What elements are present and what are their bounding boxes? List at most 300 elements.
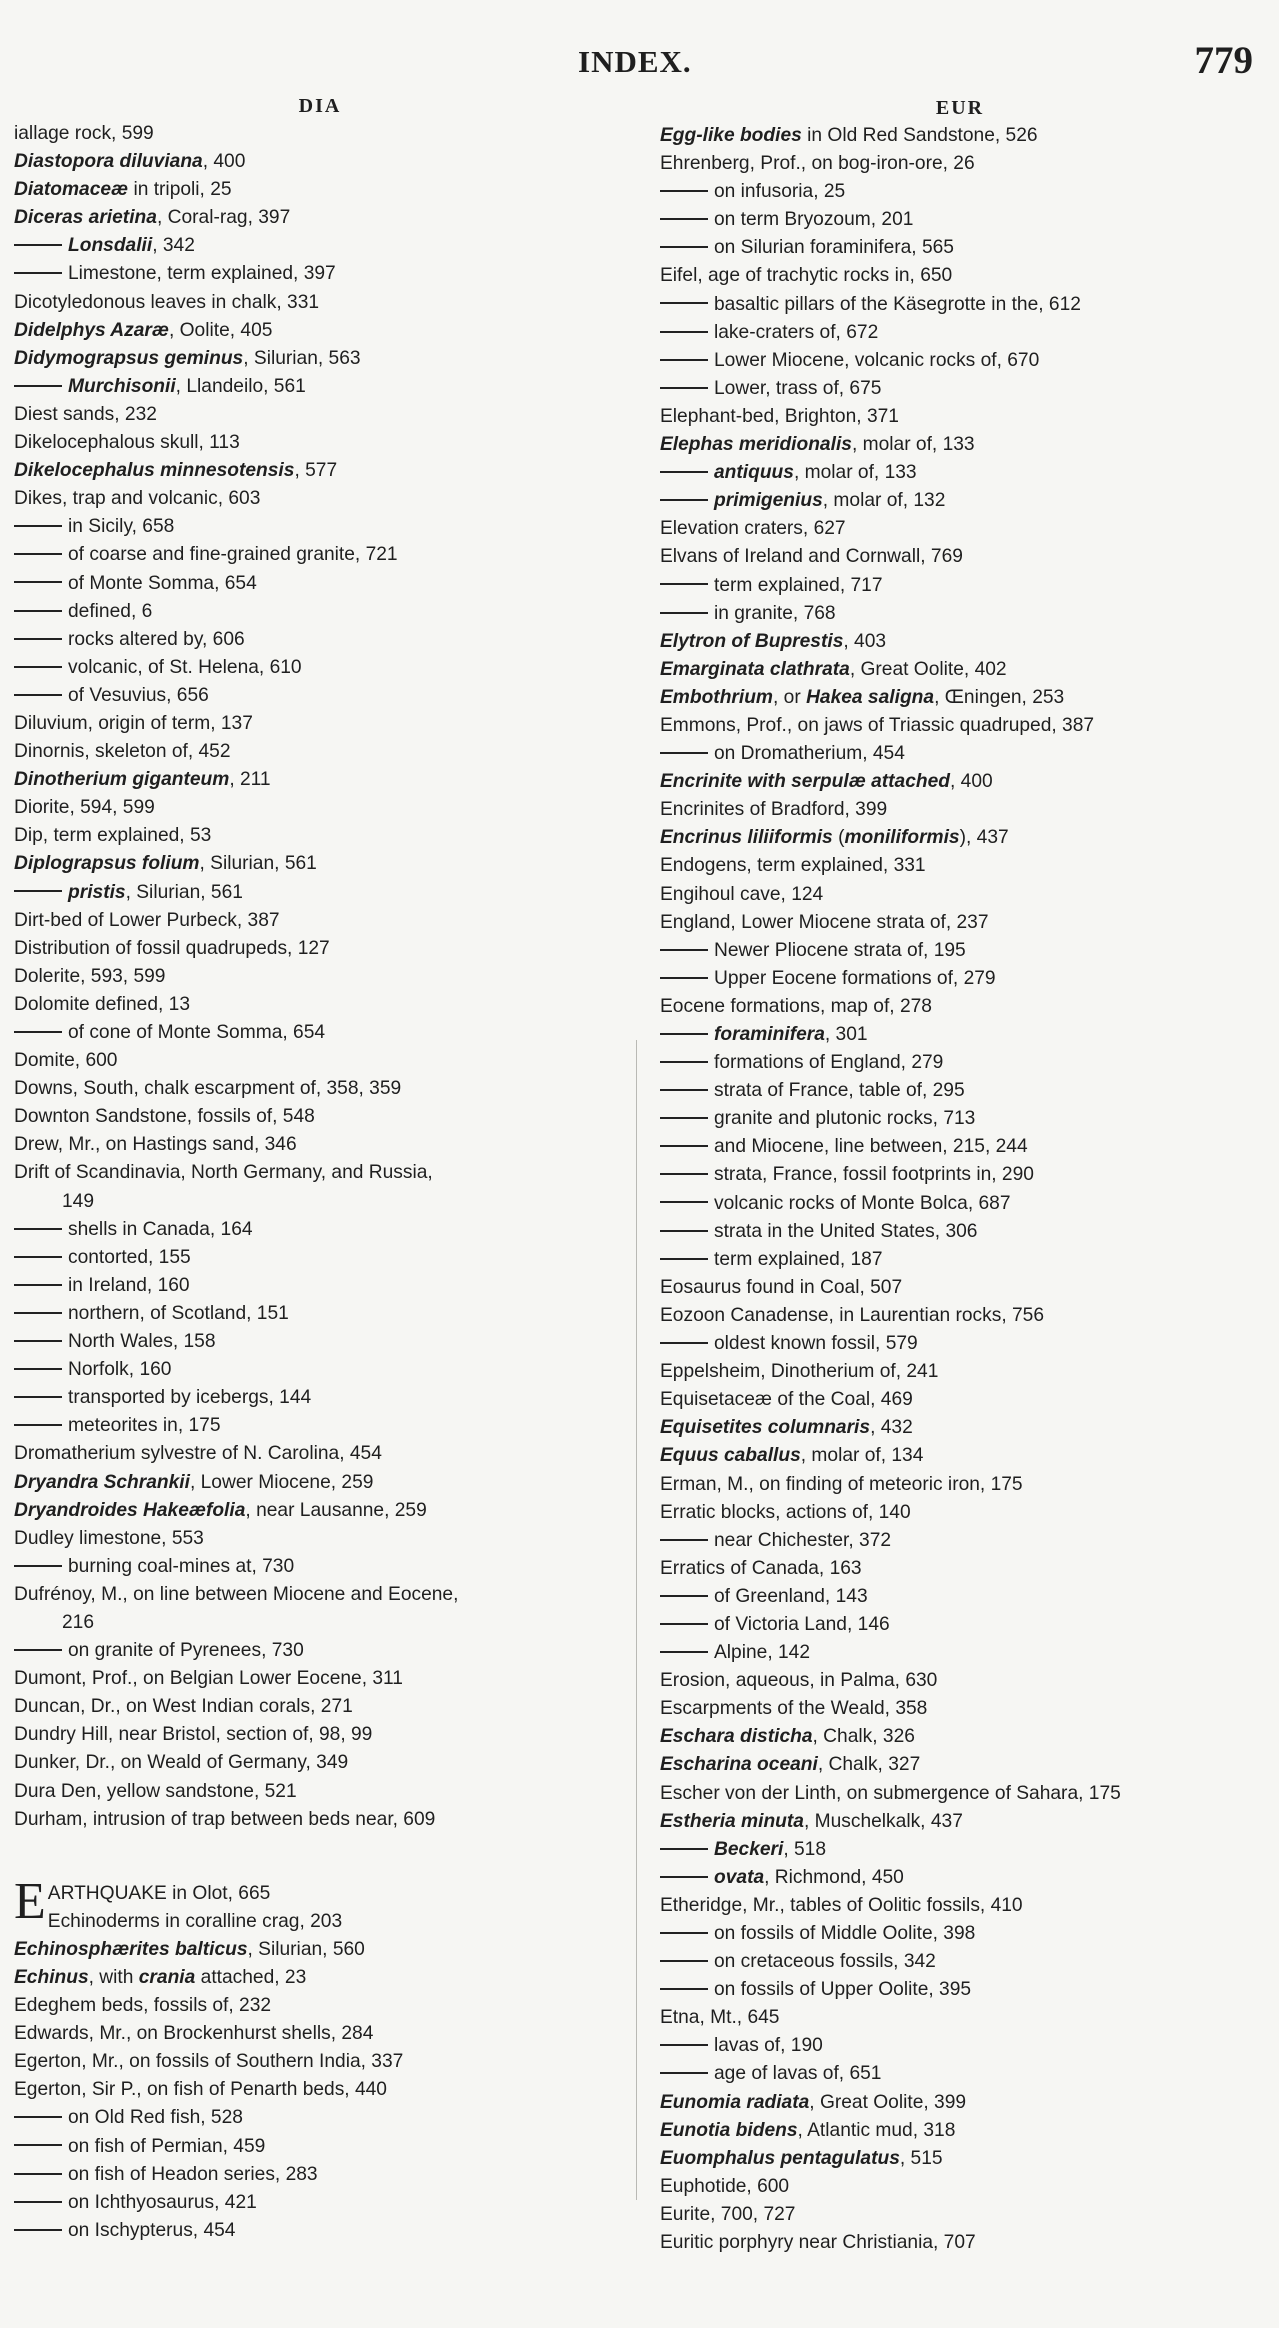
entry-text: term explained, 717 <box>714 574 883 596</box>
entry-text: Dromatherium sylvestre of N. Carolina, 454 <box>14 1443 382 1465</box>
index-subentry <box>14 2161 626 2189</box>
ditto-dash <box>14 1368 62 1370</box>
ditto-dash <box>14 1228 62 1230</box>
entry-text: term explained, 187 <box>714 1248 883 1270</box>
ditto-dash <box>14 1565 62 1567</box>
entry-text: , 515 <box>899 2147 943 2169</box>
entry-text: , Silurian, 563 <box>243 347 361 369</box>
page-number: 779 <box>1194 39 1253 82</box>
index-entry <box>660 852 1260 880</box>
entry-text: lake-craters of, 672 <box>714 321 879 343</box>
ditto-dash <box>660 1651 708 1653</box>
ditto-dash <box>14 1031 62 1033</box>
entry-term: Emarginata clathrata <box>660 658 850 680</box>
index-entry <box>660 2117 1260 2145</box>
ditto-dash <box>660 1342 708 1344</box>
entry-text: of Monte Somma, 654 <box>68 572 257 594</box>
entry-text: Etna, Mt., 645 <box>660 2007 780 2029</box>
ditto-dash <box>660 949 708 951</box>
entry-text: Erratic blocks, actions of, 140 <box>660 1501 911 1523</box>
index-entry <box>660 515 1260 543</box>
index-subentry <box>14 1412 626 1440</box>
entry-text: , Llandeilo, 561 <box>175 375 306 397</box>
section-e-start <box>14 1872 626 1936</box>
index-entry <box>14 457 626 485</box>
index-subentry <box>660 1639 1260 1667</box>
ditto-dash <box>14 385 62 387</box>
page-header <box>0 34 1279 94</box>
entry-text: , Chalk, 327 <box>817 1754 921 1776</box>
ditto-dash <box>660 471 708 473</box>
ditto-dash <box>660 583 708 585</box>
entry-term: Egg-like bodies <box>660 125 802 146</box>
entry-text: Dicotyledonous leaves in chalk, 331 <box>14 291 320 313</box>
drop-cap-letter: E <box>14 1872 46 1930</box>
ditto-dash <box>660 1033 708 1035</box>
index-subentry <box>660 1190 1260 1218</box>
index-subentry <box>660 1611 1260 1639</box>
entry-term: Equisetites columnaris <box>660 1417 871 1439</box>
ditto-dash <box>660 499 708 501</box>
entry-text: Upper Eocene formations of, 279 <box>714 967 996 989</box>
index-entry <box>14 176 626 204</box>
entry-term: Elephas meridionalis <box>660 434 852 456</box>
entry-text: Escher von der Linth, on submergence of Sahara, 175 <box>660 1782 1121 1804</box>
entry-text: on fish of Permian, 459 <box>68 2135 266 2157</box>
index-subentry <box>14 513 626 541</box>
entry-text: , Oolite, 405 <box>168 319 273 341</box>
entry-text: Eurite, 700, 727 <box>660 2203 796 2225</box>
entry-text: , with <box>88 1967 139 1988</box>
index-entry <box>660 1751 1260 1779</box>
index-subentry <box>660 1133 1260 1161</box>
entry-term: Equus caballus <box>660 1445 801 1467</box>
entry-text: Distribution of fossil quadrupeds, 127 <box>14 937 330 959</box>
entry-term: Dikelocephalus minnesotensis <box>14 460 295 482</box>
entry-text: Escarpments of the Weald, 358 <box>660 1698 928 1720</box>
entry-text: Edwards, Mr., on Brockenhurst shells, 284 <box>14 2023 374 2045</box>
entry-term: Estheria minuta <box>660 1810 804 1832</box>
index-subentry <box>660 319 1260 347</box>
right-column-heading: EUR <box>935 97 985 119</box>
entry-text: northern, of Scotland, 151 <box>68 1302 289 1324</box>
left-entries <box>14 120 626 1834</box>
index-entry <box>14 1103 626 1131</box>
index-subentry <box>660 965 1260 993</box>
entry-text: meteorites in, 175 <box>68 1415 221 1437</box>
index-entry <box>14 1497 626 1525</box>
entry-text: Edeghem beds, fossils of, 232 <box>14 1995 272 2017</box>
ditto-dash <box>660 1539 708 1541</box>
index-entry <box>14 1075 626 1103</box>
left-column <box>14 92 626 2245</box>
index-subentry <box>14 626 626 654</box>
entry-text: , 432 <box>870 1417 913 1439</box>
entry-term: Dryandra Schrankii <box>14 1471 190 1493</box>
ditto-dash <box>660 1230 708 1232</box>
ditto-dash <box>660 387 708 389</box>
ditto-dash <box>14 1312 62 1314</box>
index-subentry <box>14 598 626 626</box>
entry-text: in Ireland, 160 <box>68 1274 190 1296</box>
index-subentry <box>660 1161 1260 1189</box>
entry-text: of Vesuvius, 656 <box>68 684 209 706</box>
entry-text: , Coral-rag, 397 <box>156 207 291 229</box>
index-entry <box>14 1964 626 1992</box>
entry-term: crania <box>138 1967 196 1988</box>
entry-text: Dikes, trap and volcanic, 603 <box>14 488 261 510</box>
ditto-dash <box>660 2072 708 2074</box>
index-entry <box>14 1047 626 1075</box>
entry-term: Echinus <box>14 1967 89 1988</box>
ditto-dash <box>14 1396 62 1398</box>
entry-text: on Dromatherium, 454 <box>714 743 905 765</box>
entry-text: Diluvium, origin of term, 137 <box>14 712 253 734</box>
index-entry <box>14 317 626 345</box>
entry-text: , 301 <box>824 1024 868 1045</box>
entry-text: , Silurian, 561 <box>199 853 317 875</box>
entry-text: on cretaceous fossils, 342 <box>714 1951 936 1973</box>
index-entry <box>14 401 626 429</box>
entry-text: Domite, 600 <box>14 1050 118 1072</box>
index-entry <box>660 2173 1260 2201</box>
entry-text: in tripoli, 25 <box>128 179 232 201</box>
entry-text: Engihoul cave, 124 <box>660 883 824 905</box>
index-entry <box>14 822 626 850</box>
index-entry <box>660 1274 1260 1302</box>
right-entries <box>660 122 1260 2257</box>
entry-term: Eschara disticha <box>660 1726 813 1748</box>
ditto-dash <box>14 272 62 274</box>
entry-term: Beckeri <box>714 1838 784 1860</box>
entry-text: Euritic porphyry near Christiania, 707 <box>660 2232 976 2254</box>
entry-term: Embothrium <box>660 686 773 708</box>
entry-text: of coarse and fine-grained granite, 721 <box>68 544 398 566</box>
entry-text: Eozoon Canadense, in Laurentian rocks, 756 <box>660 1304 1045 1326</box>
entry-text: , 211 <box>229 769 271 791</box>
index-subentry <box>14 879 626 907</box>
index-entry <box>14 289 626 317</box>
index-entry <box>660 1442 1260 1470</box>
index-subentry <box>660 1583 1260 1611</box>
entry-text: lavas of, 190 <box>714 2035 823 2057</box>
index-entry <box>14 850 626 878</box>
entry-text: contorted, 155 <box>68 1246 191 1268</box>
entry-text: attached, 23 <box>195 1967 307 1988</box>
index-subentry <box>660 2032 1260 2060</box>
entry-text: North Wales, 158 <box>68 1331 216 1353</box>
ditto-dash <box>14 1340 62 1342</box>
index-subentry <box>660 206 1260 234</box>
ditto-dash <box>14 666 62 668</box>
index-entry <box>660 824 1260 852</box>
entry-text: , or <box>773 686 807 708</box>
entry-text: age of lavas of, 651 <box>714 2063 882 2085</box>
entry-text: formations of England, 279 <box>714 1052 944 1074</box>
ditto-dash <box>14 244 62 246</box>
index-subentry <box>14 1300 626 1328</box>
index-subentry <box>660 1948 1260 1976</box>
entry-term: Encrinus liliiformis <box>660 827 833 849</box>
index-subentry <box>14 541 626 569</box>
index-entry <box>660 431 1260 459</box>
entry-text: of Greenland, 143 <box>714 1585 868 1607</box>
index-subentry <box>660 1976 1260 2004</box>
index-entry <box>14 1721 626 1749</box>
index-entry <box>660 262 1260 290</box>
index-subentry <box>14 570 626 598</box>
index-subentry <box>660 2060 1260 2088</box>
index-entry <box>14 1665 626 1693</box>
index-entry <box>660 150 1260 178</box>
entry-text: ARTHQUAKE in Olot, 665 <box>47 1882 271 1904</box>
entry-text: , near Lausanne, 259 <box>245 1499 427 1521</box>
index-entry <box>14 794 626 822</box>
ditto-dash <box>660 2044 708 2046</box>
index-entry <box>14 1936 626 1964</box>
entry-text: on fish of Headon series, 283 <box>68 2163 318 2185</box>
index-entry <box>660 2089 1260 2117</box>
index-entry <box>14 429 626 457</box>
entry-text: strata in the United States, 306 <box>714 1220 978 1242</box>
index-subentry <box>14 2217 626 2245</box>
entry-text: Lower, trass of, 675 <box>714 377 882 399</box>
entry-term: Euomphalus pentagulatus <box>660 2147 900 2169</box>
entry-text: defined, 6 <box>68 600 153 622</box>
entry-text: Dip, term explained, 53 <box>14 825 212 847</box>
entry-text: Etheridge, Mr., tables of Oolitic fossils, 410 <box>660 1894 1023 1916</box>
entry-term: Diastopora diluviana <box>14 151 203 173</box>
entry-text: , 577 <box>294 460 338 482</box>
index-subentry <box>14 1637 626 1665</box>
index-entry <box>660 1386 1260 1414</box>
index-entry <box>14 991 626 1019</box>
entry-text: , 400 <box>950 771 993 793</box>
ditto-dash <box>14 2201 62 2203</box>
index-subentry <box>14 2133 626 2161</box>
entry-text: Dirt-bed of Lower Purbeck, 387 <box>14 909 280 931</box>
entry-text: , Atlantic mud, 318 <box>797 2119 956 2141</box>
entry-text: Equisetaceæ of the Coal, 469 <box>660 1389 913 1411</box>
entry-text: Norfolk, 160 <box>68 1359 172 1381</box>
entry-text: , 518 <box>783 1838 827 1860</box>
index-subentry <box>660 1021 1260 1049</box>
entry-text: on granite of Pyrenees, 730 <box>68 1640 304 1662</box>
index-entry <box>14 907 626 935</box>
ditto-dash <box>14 525 62 527</box>
entry-text: Durham, intrusion of trap between beds near, 609 <box>14 1808 436 1830</box>
entry-term: moniliformis <box>844 827 960 849</box>
ditto-dash <box>14 1424 62 1426</box>
index-subentry <box>14 682 626 710</box>
entry-text: on Silurian foraminifera, 565 <box>714 237 954 259</box>
index-entry <box>660 1414 1260 1442</box>
index-entry <box>14 1806 626 1834</box>
ditto-dash <box>660 612 708 614</box>
index-subentry <box>660 1330 1260 1358</box>
index-subentry <box>14 2104 626 2132</box>
column-divider <box>636 1040 637 2200</box>
entry-text: Dinornis, skeleton of, 452 <box>14 741 231 763</box>
index-entry <box>14 1131 626 1159</box>
entry-text: Erman, M., on finding of meteoric iron, 175 <box>660 1473 1023 1495</box>
index-entry <box>14 1469 626 1497</box>
index-subentry <box>660 1105 1260 1133</box>
index-entry <box>660 1808 1260 1836</box>
entry-text: Erratics of Canada, 163 <box>660 1557 862 1579</box>
index-subentry <box>660 1246 1260 1274</box>
index-subentry <box>14 1216 626 1244</box>
index-subentry <box>14 1272 626 1300</box>
index-subentry <box>660 487 1260 515</box>
entry-text: Ehrenberg, Prof., on bog-iron-ore, 26 <box>660 153 975 175</box>
index-entry <box>14 1525 626 1553</box>
ditto-dash <box>660 1145 708 1147</box>
entry-text: transported by icebergs, 144 <box>68 1387 312 1409</box>
entry-text: Diorite, 594, 599 <box>14 797 155 819</box>
ditto-dash <box>660 1061 708 1063</box>
index-entry <box>660 2004 1260 2032</box>
index-entry <box>660 712 1260 740</box>
entry-text: , Œningen, 253 <box>934 686 1065 708</box>
index-entry <box>14 1581 626 1637</box>
index-entry <box>660 1302 1260 1330</box>
index-entry <box>660 1780 1260 1808</box>
ditto-dash <box>14 2116 62 2118</box>
ditto-dash <box>660 1201 708 1203</box>
entry-text: Eosaurus found in Coal, 507 <box>660 1276 903 1298</box>
index-subentry <box>14 1384 626 1412</box>
entry-text: Dumont, Prof., on Belgian Lower Eocene, 311 <box>14 1668 403 1690</box>
entry-text: burning coal-mines at, 730 <box>68 1555 295 1577</box>
entry-term: antiquus <box>714 462 794 484</box>
entry-text: Dunker, Dr., on Weald of Germany, 349 <box>14 1752 349 1774</box>
entry-text: Eocene formations, map of, 278 <box>660 995 932 1017</box>
index-subentry <box>660 1218 1260 1246</box>
index-entry <box>14 1908 626 1936</box>
entry-term: Dinotherium giganteum <box>14 769 230 791</box>
index-entry <box>14 345 626 373</box>
entry-text: rocks altered by, 606 <box>68 628 245 650</box>
index-entry <box>14 1992 626 2020</box>
index-subentry <box>660 1527 1260 1555</box>
ditto-dash <box>660 1117 708 1119</box>
entry-continuation: 149 <box>62 1190 95 1212</box>
left-entries-e <box>14 1936 626 2245</box>
index-entry <box>14 1693 626 1721</box>
index-subentry <box>660 740 1260 768</box>
entry-text: of cone of Monte Somma, 654 <box>68 1022 326 1043</box>
entry-term: Echinosphærites balticus <box>14 1938 248 1960</box>
entry-text: Newer Pliocene strata of, 195 <box>714 939 966 961</box>
index-subentry <box>660 1077 1260 1105</box>
ditto-dash <box>660 302 708 304</box>
index-entry <box>660 684 1260 712</box>
ditto-dash <box>14 610 62 612</box>
entry-text: in granite, 768 <box>714 602 836 624</box>
entry-text: in Old Red Sandstone, 526 <box>801 125 1038 146</box>
index-entry <box>660 543 1260 571</box>
entry-text: , Lower Miocene, 259 <box>189 1471 374 1493</box>
entry-text: on Old Red fish, 528 <box>68 2107 243 2129</box>
entry-text: granite and plutonic rocks, 713 <box>714 1108 976 1130</box>
index-entry <box>660 993 1260 1021</box>
entry-text: Dufrénoy, M., on line between Miocene and Eocene, <box>14 1583 459 1605</box>
entry-text: , Richmond, 450 <box>764 1866 904 1888</box>
entry-text: , molar of, 132 <box>822 490 946 512</box>
ditto-dash <box>14 890 62 892</box>
entry-text: , 403 <box>843 630 887 652</box>
entry-text: , Silurian, 561 <box>125 881 243 903</box>
entry-text: ( <box>832 827 845 849</box>
entry-text: on term Bryozoum, 201 <box>714 209 914 231</box>
index-entry <box>14 766 626 794</box>
index-entry <box>660 656 1260 684</box>
index-entry <box>660 2145 1260 2173</box>
entry-text: , Great Oolite, 399 <box>809 2091 967 2113</box>
entry-term: Hakea saligna <box>806 686 935 708</box>
entry-term: Murchisonii <box>68 375 176 397</box>
entry-term: primigenius <box>714 490 823 512</box>
ditto-dash <box>14 638 62 640</box>
entry-text: near Chichester, 372 <box>714 1529 892 1551</box>
index-entry <box>14 1880 626 1908</box>
index-entry <box>14 2020 626 2048</box>
index-subentry <box>660 234 1260 262</box>
entry-text: volcanic rocks of Monte Bolca, 687 <box>714 1192 1011 1214</box>
index-subentry <box>660 1920 1260 1948</box>
entry-text: Egerton, Sir P., on fish of Penarth beds, 440 <box>14 2079 387 2101</box>
entry-text: , Chalk, 326 <box>812 1726 915 1748</box>
page-title: INDEX. <box>578 44 692 79</box>
entry-text: and Miocene, line between, 215, 244 <box>714 1136 1028 1158</box>
index-entry <box>660 2201 1260 2229</box>
entry-term: pristis <box>68 881 126 903</box>
index-subentry <box>660 178 1260 206</box>
entry-term: Didelphys Azaræ <box>14 319 169 341</box>
entry-text: , molar of, 133 <box>851 434 975 456</box>
index-entry <box>660 628 1260 656</box>
entry-term: Didymograpsus geminus <box>14 347 244 369</box>
entry-text: England, Lower Miocene strata of, 237 <box>660 911 989 933</box>
index-entry <box>660 1723 1260 1751</box>
entry-text: Downton Sandstone, fossils of, 548 <box>14 1106 315 1128</box>
entry-text: Diest sands, 232 <box>14 403 157 425</box>
entry-term: foraminifera <box>714 1024 825 1045</box>
entry-text: oldest known fossil, 579 <box>714 1333 918 1355</box>
section-gap <box>14 1834 626 1880</box>
index-entry <box>14 935 626 963</box>
entry-term: Lonsdalii <box>68 235 153 257</box>
ditto-dash <box>14 581 62 583</box>
entry-text: on Ischypterus, 454 <box>68 2219 236 2241</box>
ditto-dash <box>660 359 708 361</box>
index-entry <box>14 2048 626 2076</box>
entry-text: Drew, Mr., on Hastings sand, 346 <box>14 1134 297 1156</box>
ditto-dash <box>660 977 708 979</box>
index-entry <box>14 1749 626 1777</box>
ditto-dash <box>14 1284 62 1286</box>
index-subentry <box>14 1328 626 1356</box>
ditto-dash <box>660 1932 708 1934</box>
index-subentry <box>660 347 1260 375</box>
index-entry <box>14 2076 626 2104</box>
entry-term: Escharina oceani <box>660 1754 818 1776</box>
entry-text: strata, France, fossil footprints in, 290 <box>714 1164 1034 1186</box>
entry-text: Drift of Scandinavia, North Germany, and Russia, <box>14 1162 433 1184</box>
index-subentry <box>14 1244 626 1272</box>
right-column <box>660 94 1260 2257</box>
